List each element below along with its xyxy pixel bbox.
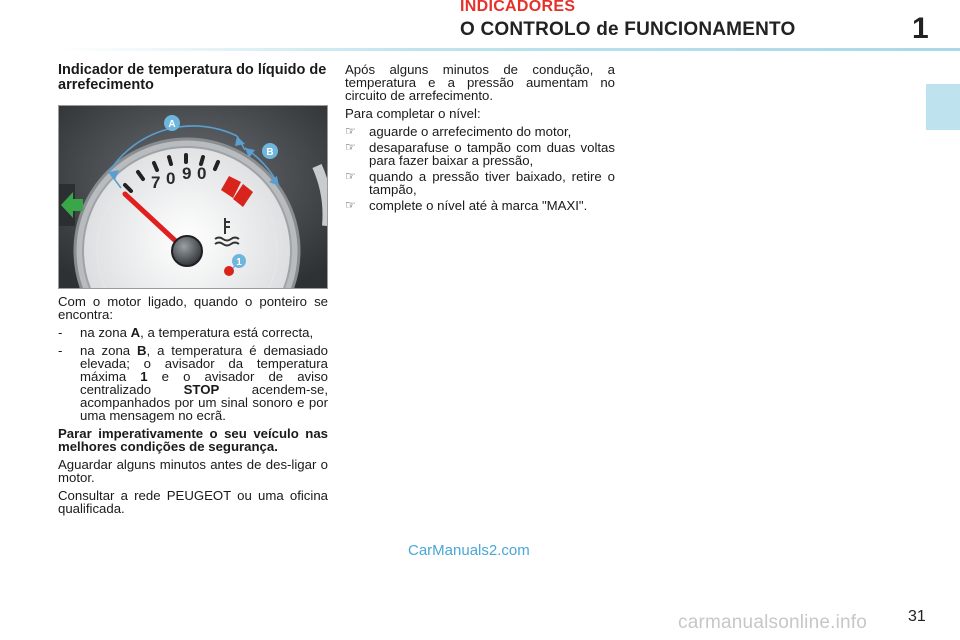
gauge-illustration bbox=[59, 106, 327, 288]
list-item-zone-a: - na zona A, a temperatura está correcta, bbox=[58, 325, 314, 340]
callout-1 bbox=[232, 254, 246, 268]
scale-label-0a: 0 bbox=[166, 169, 176, 188]
scale-label-7: 7 bbox=[151, 173, 161, 192]
svg-text:1: 1 bbox=[236, 257, 242, 268]
chapter-number: 1 bbox=[912, 12, 929, 45]
list-item-step-2: ☞ desaparafuse o tampão com duas voltas para fazer baixar a pressão, bbox=[345, 140, 615, 168]
wait-text: Aguardar alguns minutos antes de des-ligar o motor. bbox=[58, 457, 328, 485]
driving-text: Após alguns minutos de condução, a temperatura e a pressão aumentam no circuito de arrefecimento. bbox=[345, 62, 615, 103]
pointing-hand-icon: ☞ bbox=[345, 198, 356, 212]
pointing-hand-icon: ☞ bbox=[345, 124, 356, 138]
intro-text: Com o motor ligado, quando o ponteiro se encontra: bbox=[58, 294, 328, 322]
list-item-step-3: ☞ quando a pressão tiver baixado, retire o tampão, bbox=[345, 169, 615, 197]
list-item-step-1: ☞ aguarde o arrefecimento do motor, bbox=[345, 124, 572, 139]
section-title: Indicador de temperatura do líquido de arrefecimento bbox=[58, 62, 327, 93]
watermark-link[interactable]: CarManuals2.com bbox=[408, 542, 530, 559]
complete-level-text: Para completar o nível: bbox=[345, 106, 481, 121]
zone-a-label bbox=[164, 115, 180, 131]
zone-b-label bbox=[262, 143, 278, 159]
pointing-hand-icon: ☞ bbox=[345, 169, 356, 183]
svg-text:B: B bbox=[266, 147, 274, 158]
page-number: 31 bbox=[908, 608, 926, 625]
scale-label-9: 9 bbox=[182, 164, 192, 183]
list-item-step-4: ☞ complete o nível até à marca "MAXI". bbox=[345, 198, 588, 213]
header-rule bbox=[58, 48, 960, 51]
list-item-zone-b: - na zona B, a temperatura é demasiado elevada; o avisador da temperatura máxima 1 e o avisador de aviso centralizado STOP acendem-se, acompanhados por um sinal sonoro e por uma mensagem no ecrã. bbox=[58, 343, 328, 423]
header-section: INDICADORES bbox=[460, 0, 576, 15]
right-column bbox=[345, 63, 615, 215]
svg-text:A: A bbox=[168, 119, 176, 130]
warning-text: Parar imperativamente o seu veículo nas melhores condições de segurança. bbox=[58, 426, 328, 454]
scale-label-0b: 0 bbox=[197, 164, 207, 183]
chapter-tab[interactable] bbox=[926, 84, 960, 130]
pointing-hand-icon: ☞ bbox=[345, 140, 356, 154]
needle-hub bbox=[172, 236, 202, 266]
header-title: O CONTROLO de FUNCIONAMENTO bbox=[460, 19, 796, 40]
consult-text: Consultar a rede PEUGEOT ou uma oficina qualificada. bbox=[58, 488, 328, 516]
footer-watermark: carmanualsonline.info bbox=[678, 612, 868, 633]
left-column bbox=[58, 295, 328, 520]
gauge-figure bbox=[58, 105, 328, 289]
